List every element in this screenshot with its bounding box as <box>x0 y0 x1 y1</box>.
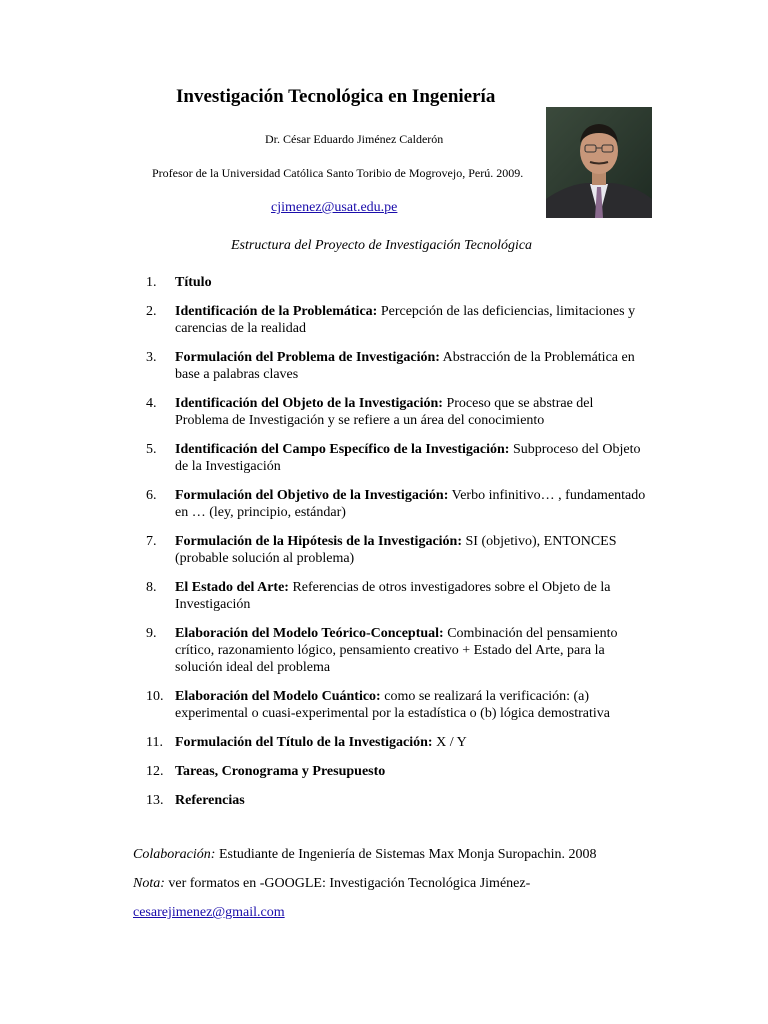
list-item-heading: Referencias <box>175 793 245 808</box>
portrait-illustration <box>546 107 652 218</box>
list-item-heading: Elaboración del Modelo Teórico-Conceptual: <box>175 626 444 641</box>
list-item <box>146 395 646 429</box>
list-item-heading: El Estado del Arte: <box>175 580 289 595</box>
list-item-heading: Formulación de la Hipótesis de la Investigación: <box>175 534 462 549</box>
list-item <box>146 487 646 521</box>
list-item <box>146 792 646 809</box>
note-label: Nota: <box>133 876 165 891</box>
list-item-number: 13. <box>146 793 164 808</box>
list-item-description: Proceso que se abstrae del Problema de Investigación y se refiere a un área del conocimiento <box>175 396 594 428</box>
collaboration-text: Estudiante de Ingeniería de Sistemas Max Monja Suropachin. 2008 <box>215 847 597 862</box>
collaboration-line <box>133 847 596 863</box>
list-item-number: 4. <box>146 396 157 411</box>
list-item <box>146 533 646 567</box>
list-item-description: Referencias de otros investigadores sobre el Objeto de la Investigación <box>175 580 611 612</box>
list-item <box>146 579 646 613</box>
list-item-description: Percepción de las deficiencias, limitaciones y carencias de la realidad <box>175 304 636 336</box>
list-item-heading: Identificación de la Problemática: <box>175 304 378 319</box>
author-affiliation: Profesor de la Universidad Católica Santo Toribio de Mogrovejo, Perú. 2009. <box>152 166 524 180</box>
list-item-number: 3. <box>146 350 157 365</box>
author-email-link[interactable]: cjimenez@usat.edu.pe <box>271 200 398 215</box>
list-item-heading: Formulación del Título de la Investigación: <box>175 735 433 750</box>
note-line <box>133 876 530 892</box>
list-item-description: X / Y <box>432 735 467 750</box>
list-item-description: como se realizará la verificación: (a) experimental o cuasi-experimental por la estadística o (b) lógica demostrativa <box>175 689 610 721</box>
list-item-number: 8. <box>146 580 157 595</box>
list-item-description: Combinación del pensamiento crítico, razonamiento lógico, pensamiento creativo + Estado del Arte, para la solución ideal del problema <box>175 626 618 675</box>
list-item <box>146 625 646 676</box>
section-subtitle: Estructura del Proyecto de Investigación Tecnológica <box>231 238 533 253</box>
list-item-number: 10. <box>146 689 164 704</box>
list-item-heading: Formulación del Objetivo de la Investigación: <box>175 488 449 503</box>
list-item <box>146 303 646 337</box>
list-item-description: Subproceso del Objeto de la Investigación <box>175 442 641 474</box>
list-item <box>146 274 646 291</box>
list-item-heading: Tareas, Cronograma y Presupuesto <box>175 764 386 779</box>
list-item <box>146 763 646 780</box>
list-item-heading: Identificación del Objeto de la Investigación: <box>175 396 443 411</box>
list-item-description: Verbo infinitivo… , fundamentado en … (ley, principio, estándar) <box>175 488 646 520</box>
list-item <box>146 734 646 751</box>
contact-email-link[interactable]: cesarejimenez@gmail.com <box>133 905 285 920</box>
list-item-number: 1. <box>146 275 157 290</box>
list-item-heading: Título <box>175 275 212 290</box>
list-item <box>146 441 646 475</box>
list-item-number: 6. <box>146 488 157 503</box>
author-photo <box>546 107 652 218</box>
list-item-number: 12. <box>146 764 164 779</box>
list-item-number: 5. <box>146 442 157 457</box>
list-item-number: 11. <box>146 735 163 750</box>
list-item-number: 2. <box>146 304 157 319</box>
list-item <box>146 349 646 383</box>
list-item-heading: Elaboración del Modelo Cuántico: <box>175 689 381 704</box>
list-item-heading: Formulación del Problema de Investigación: <box>175 350 440 365</box>
note-text: ver formatos en -GOOGLE: Investigación Tecnológica Jiménez- <box>164 876 531 891</box>
author-name: Dr. César Eduardo Jiménez Calderón <box>265 132 444 146</box>
list-item <box>146 688 646 722</box>
project-structure-list <box>146 274 646 809</box>
document-title: Investigación Tecnológica en Ingeniería <box>176 86 496 107</box>
list-item-number: 7. <box>146 534 157 549</box>
list-item-description: Abstracción de la Problemática en base a palabras claves <box>175 350 635 382</box>
list-item-number: 9. <box>146 626 157 641</box>
list-item-heading: Identificación del Campo Específico de la Investigación: <box>175 442 510 457</box>
collaboration-label: Colaboración: <box>133 847 216 862</box>
list-item-description: SI (objetivo), ENTONCES (probable solución al problema) <box>175 534 617 566</box>
